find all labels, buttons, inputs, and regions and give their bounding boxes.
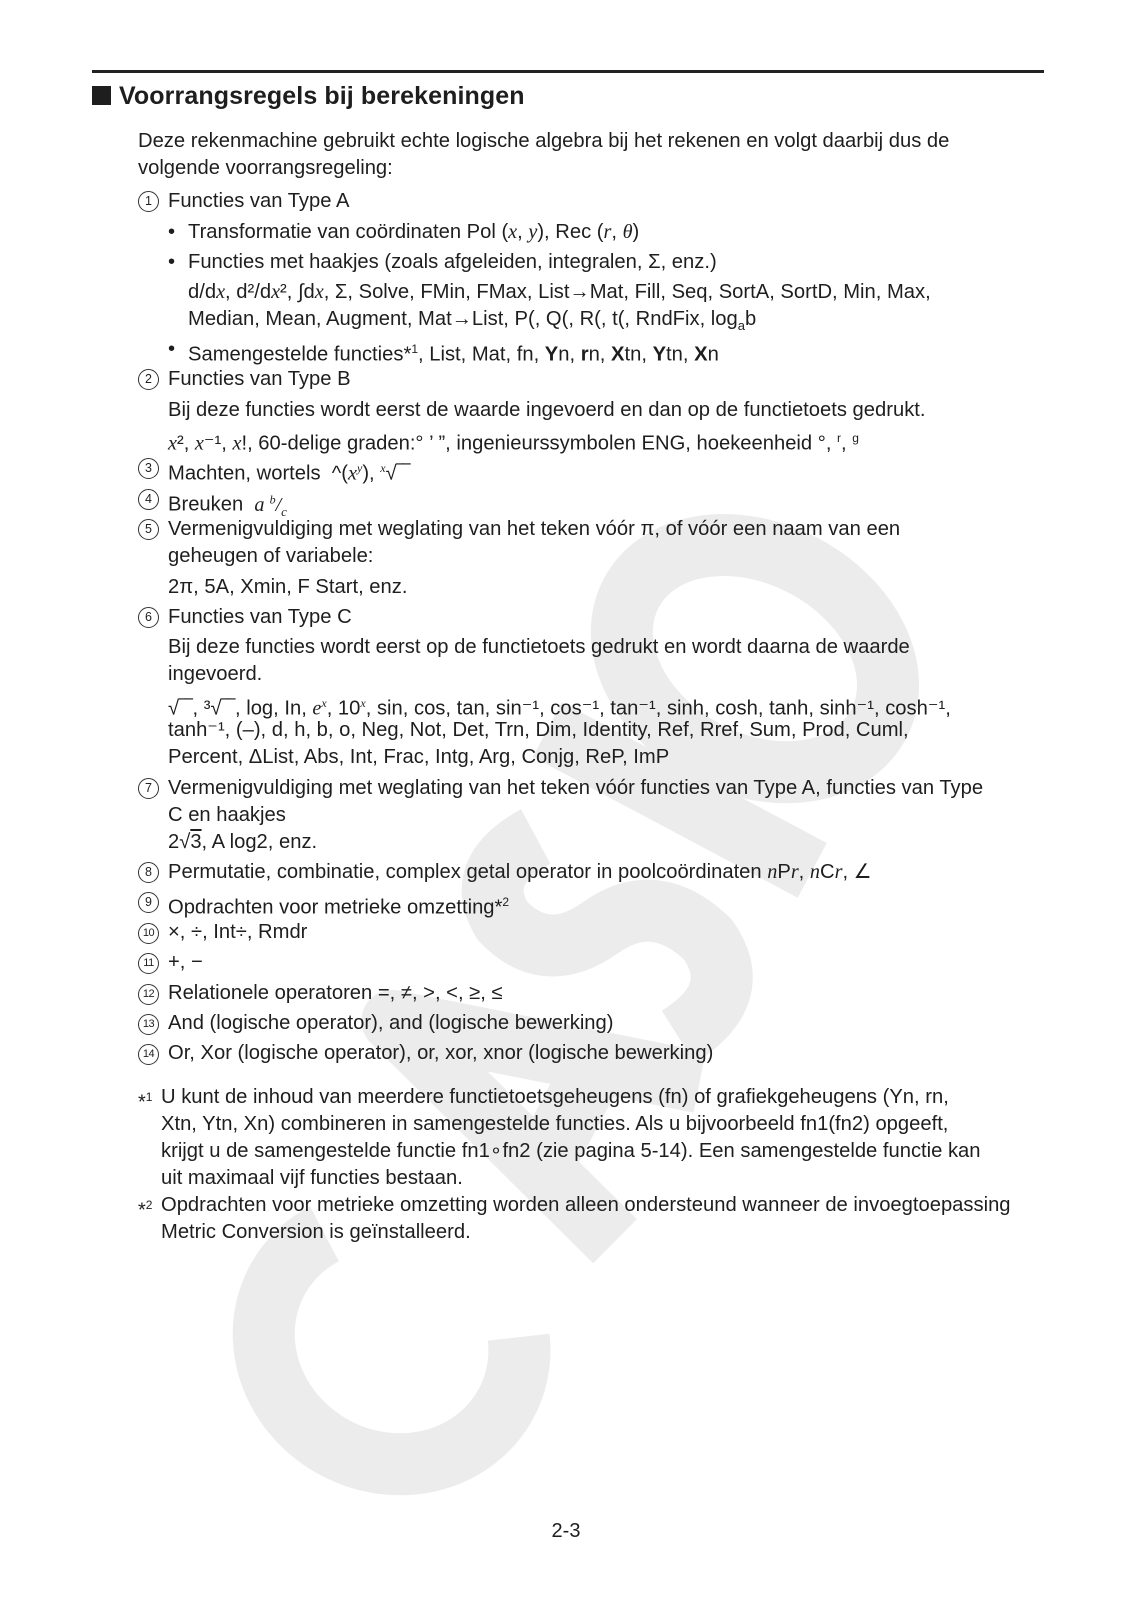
item-number-5: 5 (138, 516, 166, 544)
footnote-marker-2: *$^2$ (138, 1198, 153, 1222)
typeB-desc: Bij deze functies wordt eerst de waarde ingevoerd en dan op de functietoets gedrukt. (168, 399, 926, 421)
item-number-7: 7 (138, 775, 166, 803)
typeA-funcs-line-2: Median, Mean, Augment, Mat→List, P(, Q(, R(, t(, RndFix, $\log_ab$ (188, 308, 757, 334)
item-label-3: Machten, wortels $\^{}(x^y)$, $^x$√‾‾ (168, 461, 411, 485)
item-detail-5: 2π, 5A, Xmin, F Start, enz. (168, 576, 408, 598)
footnote-marker-1: *$^1$ (138, 1090, 153, 1114)
footnote-1-line-2: Xtn, Ytn, Xn) combineren in samengestelde functies. Als u bijvoorbeeld fn1(fn2) opgeeft, (161, 1113, 949, 1135)
item-number-1: 1 (138, 188, 166, 216)
intro-line-1: Deze rekenmachine gebruikt echte logische algebra bij het rekenen en volgt daarbij dus de (138, 130, 950, 152)
item-number-4: 4 (138, 486, 166, 514)
page-number: 2-3 (551, 1520, 581, 1542)
item-label-4: Breuken a $^b/_c$ (168, 492, 287, 519)
footnote-1-line-1: U kunt de inhoud van meerdere functietoetsgeheugens (fn) of grafiekgeheugens (Yn, rn, (161, 1086, 949, 1108)
item-label-2: Functies van Type B (168, 368, 351, 390)
item-number-11: 11 (138, 949, 166, 977)
typeA-bullet-3: Samengestelde functies*$^1$, List, Mat, fn, Yn, rn, Xtn, Ytn, Xn (188, 342, 719, 366)
typeC-desc: Bij deze functies wordt eerst op de functietoets gedrukt en wordt daarna de waarde (168, 636, 910, 658)
item-number-6: 6 (138, 604, 166, 632)
square-bullet-icon (92, 86, 111, 105)
typeA-bullet-1: Transformatie van coördinaten Pol (x, y), Rec (r, θ) (188, 221, 640, 243)
item-number-3: 3 (138, 455, 166, 483)
typeA-bullet-2: Functies met haakjes (zoals afgeleiden, integralen, Σ, enz.) (188, 251, 717, 273)
item-detail-7: 2√3, A log2, enz. (168, 831, 318, 853)
typeC-desc-2: ingevoerd. (168, 663, 263, 685)
item-label-12: Relationele operatoren =, ≠, >, <, ≥, ≤ (168, 982, 503, 1004)
item-label-13: And (logische operator), and (logische bewerking) (168, 1012, 614, 1034)
item-label-14: Or, Xor (logische operator), or, xor, xnor (logische bewerking) (168, 1042, 714, 1064)
item-label-8: Permutatie, combinatie, complex getal operator in poolcoördinaten nPr, nCr, ∠ (168, 861, 872, 883)
item-label-1: Functies van Type A (168, 190, 350, 212)
typeB-funcs: x², x⁻¹, x!, 60-delige graden:° ’ ”, ingenieurssymbolen ENG, hoekeenheid °, $^r$, $^g$ (168, 431, 859, 455)
item-number-14: 14 (138, 1040, 166, 1068)
item-label-10: ×, ÷, Int÷, Rmdr (168, 921, 308, 943)
bullet-icon: • (168, 338, 176, 360)
footnote-2-line-1: Opdrachten voor metrieke omzetting worden alleen ondersteund wanneer de invoegtoepassing (161, 1194, 1011, 1216)
top-rule (92, 70, 1044, 73)
item-number-8: 8 (138, 859, 166, 887)
item-label-5: Vermenigvuldiging met weglating van het teken vóór π, of vóór een naam van een (168, 518, 901, 540)
item-number-12: 12 (138, 980, 166, 1008)
typeC-funcs-line-3: Percent, ΔList, Abs, Int, Frac, Intg, Arg, Conjg, ReP, ImP (168, 746, 670, 768)
intro-line-2: volgende voorrangsregeling: (138, 157, 393, 179)
item-number-9: 9 (138, 889, 166, 917)
typeC-funcs-line-2: tanh⁻¹, (–), d, h, b, o, Neg, Not, Det, Trn, Dim, Identity, Ref, Rref, Sum, Prod, Cuml, (168, 719, 909, 741)
section-heading: Voorrangsregels bij berekeningen (92, 82, 525, 111)
footnote-1-line-3: krijgt u de samengestelde functie fn1∘fn2 (zie pagina 5-14). Een samengestelde functie kan (161, 1140, 981, 1162)
item-label-6: Functies van Type C (168, 606, 352, 628)
item-label-5-cont: geheugen of variabele: (168, 545, 374, 567)
item-label-9: Opdrachten voor metrieke omzetting*$^2$ (168, 895, 510, 919)
bullet-icon: • (168, 251, 176, 273)
item-label-7: Vermenigvuldiging met weglating van het teken vóór functies van Type A, functies van Type (168, 777, 984, 799)
bullet-icon: • (168, 221, 176, 243)
item-label-7-cont: C en haakjes (168, 804, 286, 826)
item-number-10: 10 (138, 919, 166, 947)
typeA-funcs-line-1: d/dx, d²/dx², ∫dx, Σ, Solve, FMin, FMax, List→Mat, Fill, Seq, SortA, SortD, Min, Max, (188, 281, 931, 303)
footnote-1-line-4: uit maximaal vijf functies bestaan. (161, 1167, 463, 1189)
item-label-11: +, − (168, 951, 203, 973)
footnote-2-line-2: Metric Conversion is geïnstalleerd. (161, 1221, 471, 1243)
item-number-13: 13 (138, 1010, 166, 1038)
item-number-2: 2 (138, 366, 166, 394)
typeC-funcs-line-1: √‾‾, ³√‾‾, log, In, $e^x$, 10$^x$, sin, cos, tan, sin⁻¹, cos⁻¹, tan⁻¹, sinh, cosh, tanh, sinh⁻¹, cosh⁻¹, (168, 696, 951, 720)
